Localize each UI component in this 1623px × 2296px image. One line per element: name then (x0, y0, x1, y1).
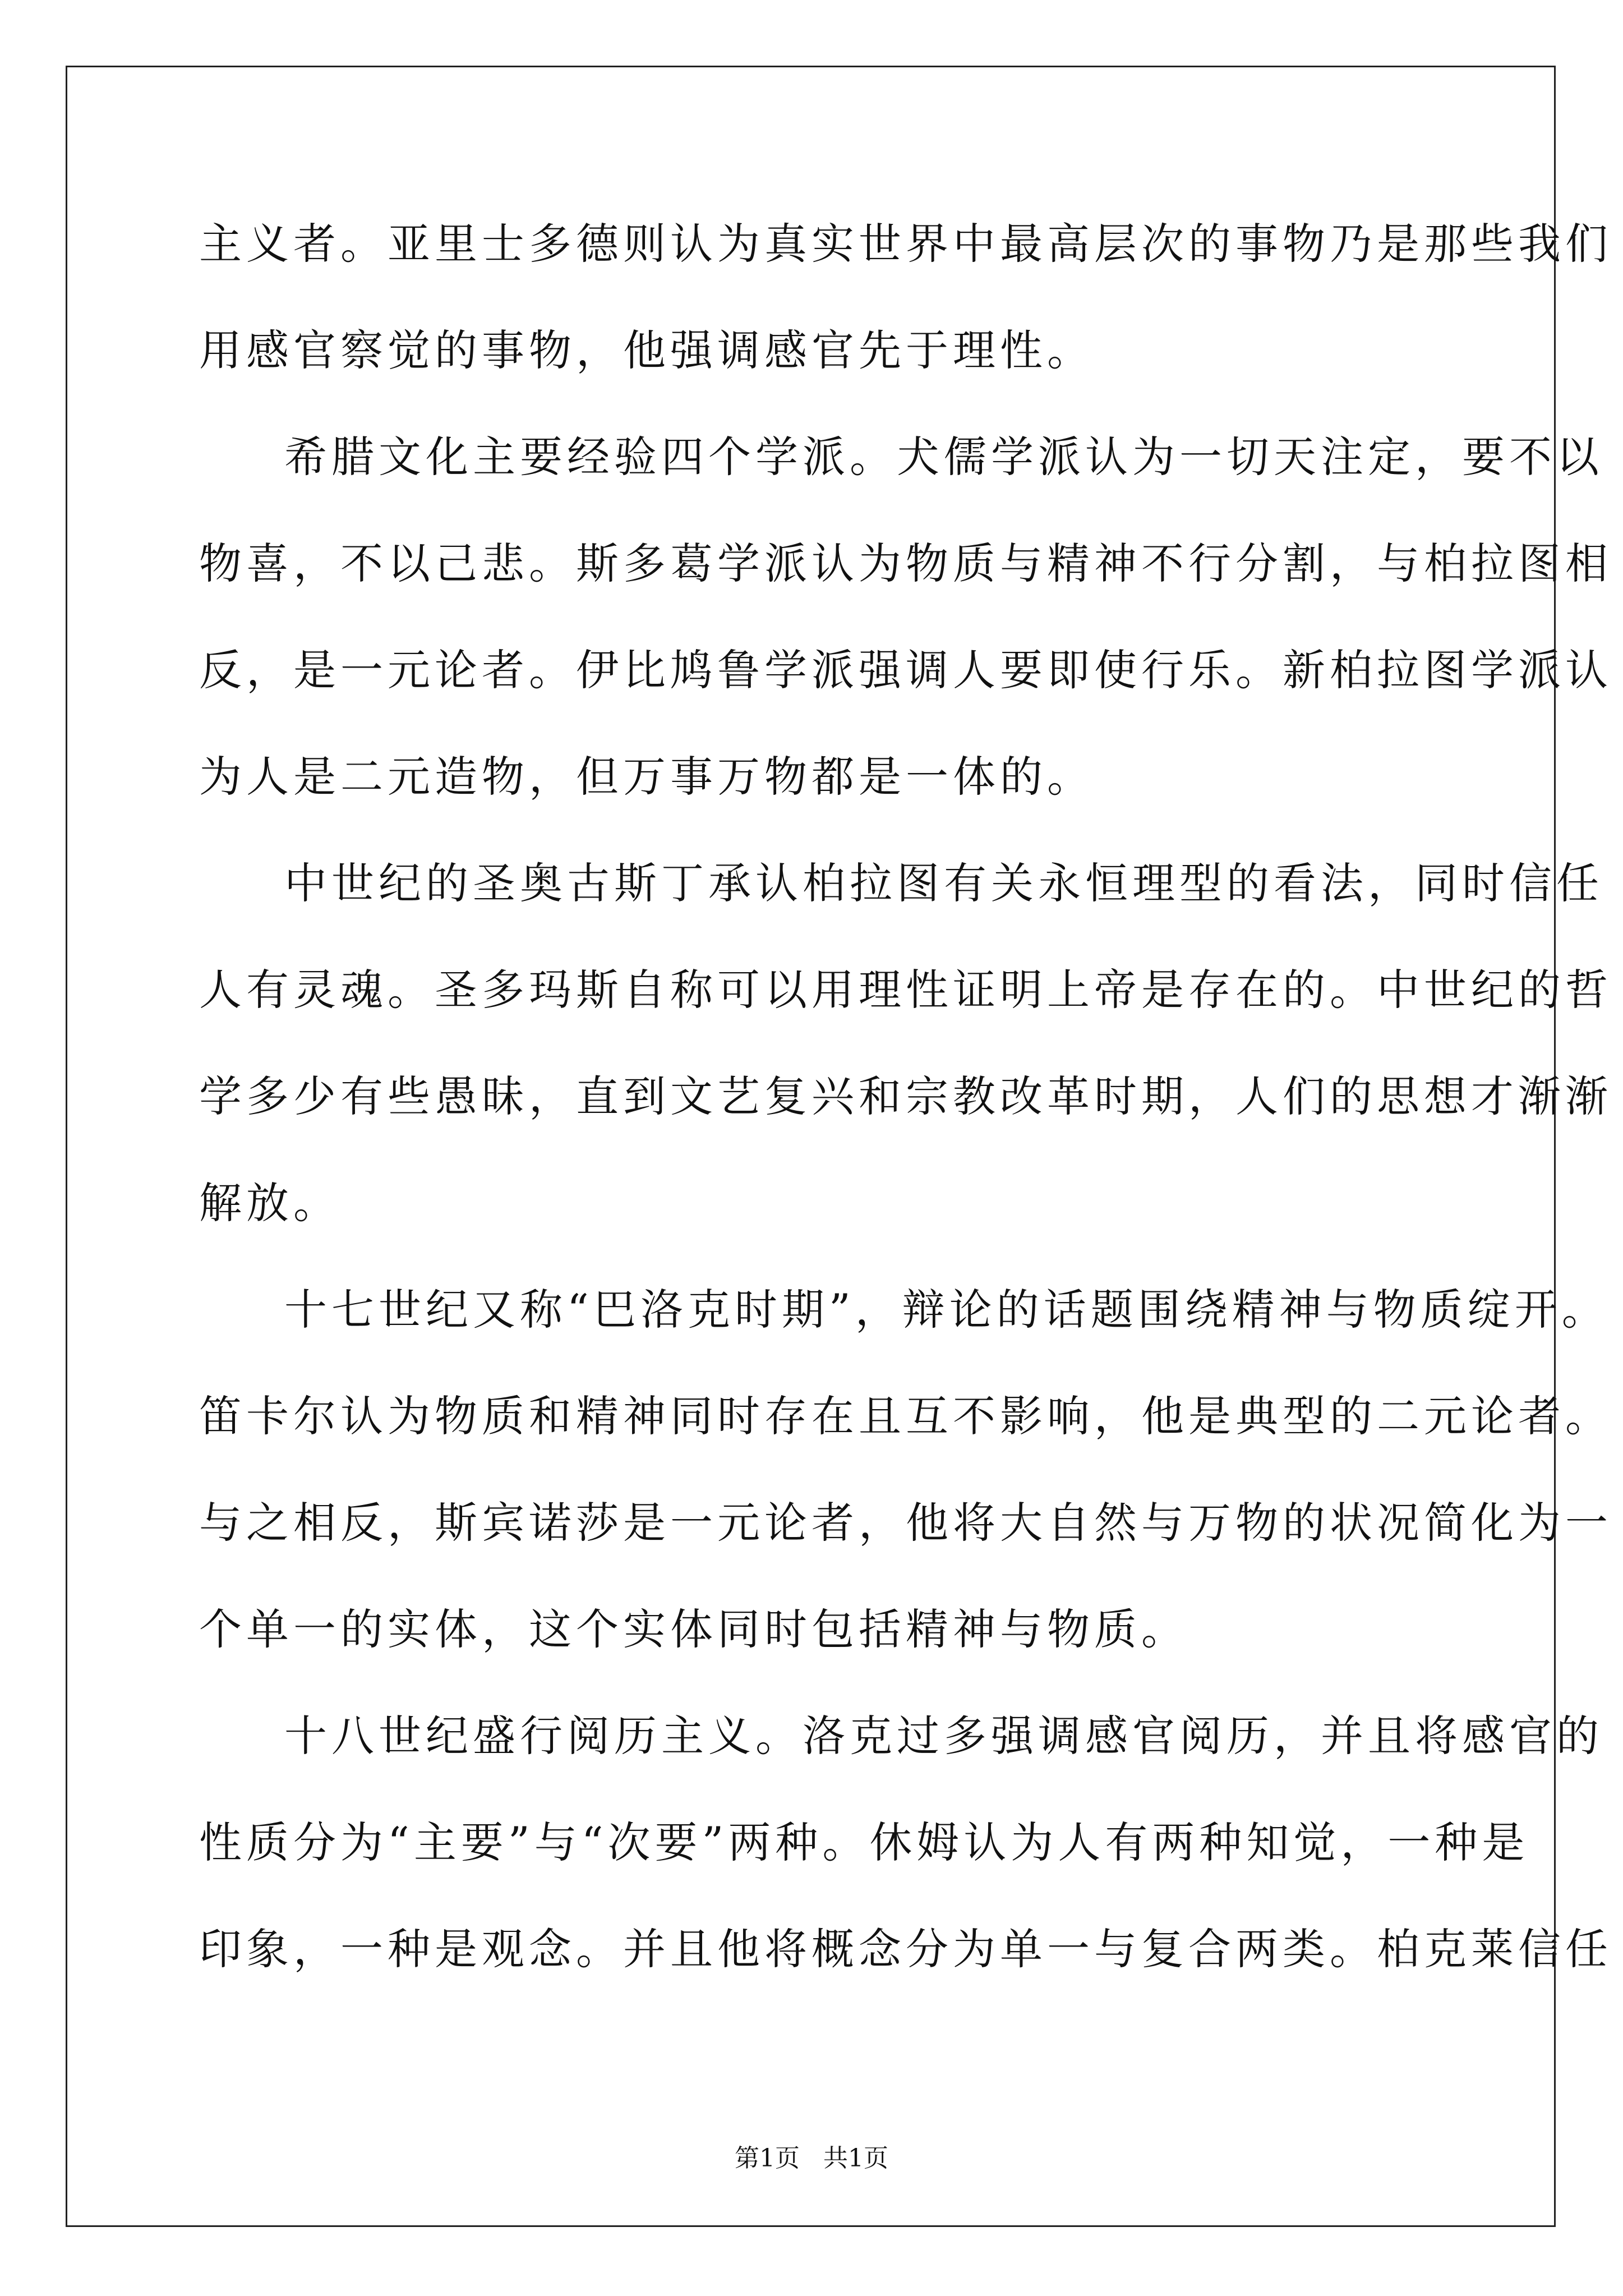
text-line: 人有灵魂。圣多玛斯自称可以用理性证明上帝是存在的。中世纪的哲 (199, 965, 1612, 1015)
paragraph-start-line: 希腊文化主要经验四个学派。犬儒学派认为一切天注定，要不以 (284, 432, 1603, 482)
document-body (199, 216, 1612, 2028)
text-line: 印象，一种是观念。并且他将概念分为单一与复合两类。柏克莱信任 (199, 1924, 1612, 1974)
text-line: 用感官察觉的事物，他强调感官先于理性。 (199, 325, 1094, 375)
text-line: 主义者。亚里士多德则认为真实世界中最高层次的事物乃是那些我们 (199, 219, 1612, 269)
paragraph-start-line: 中世纪的圣奥古斯丁承认柏拉图有关永恒理型的看法，同时信任 (284, 858, 1603, 908)
page-number: 第1页 共1页 (735, 2144, 888, 2173)
text-line: 物喜，不以己悲。斯多葛学派认为物质与精神不行分割，与柏拉图相 (199, 539, 1612, 588)
text-line: 笛卡尔认为物质和精神同时存在且互不影响，他是典型的二元论者。 (199, 1391, 1612, 1441)
text-line: 为人是二元造物，但万事万物都是一体的。 (199, 752, 1094, 802)
text-line: 解放。 (199, 1178, 340, 1228)
paragraph-start-line: 十七世纪又称“巴洛克时期”，辩论的话题围绕精神与物质绽开。 (284, 1285, 1609, 1335)
paragraph-start-line: 十八世纪盛行阅历主义。洛克过多强调感官阅历，并且将感官的 (284, 1711, 1603, 1761)
text-line: 反，是一元论者。伊比鸠鲁学派强调人要即使行乐。新柏拉图学派认 (199, 645, 1612, 695)
text-line: 与之相反，斯宾诺莎是一元论者，他将大自然与万物的状况简化为一 (199, 1498, 1612, 1548)
text-line: 学多少有些愚昧，直到文艺复兴和宗教改革时期，人们的思想才渐渐 (199, 1071, 1612, 1121)
text-line: 性质分为“主要”与“次要”两种。休姆认为人有两种知觉，一种是 (199, 1818, 1529, 1867)
text-line: 个单一的实体，这个实体同时包括精神与物质。 (199, 1604, 1188, 1654)
page-footer (0, 2142, 1623, 2175)
